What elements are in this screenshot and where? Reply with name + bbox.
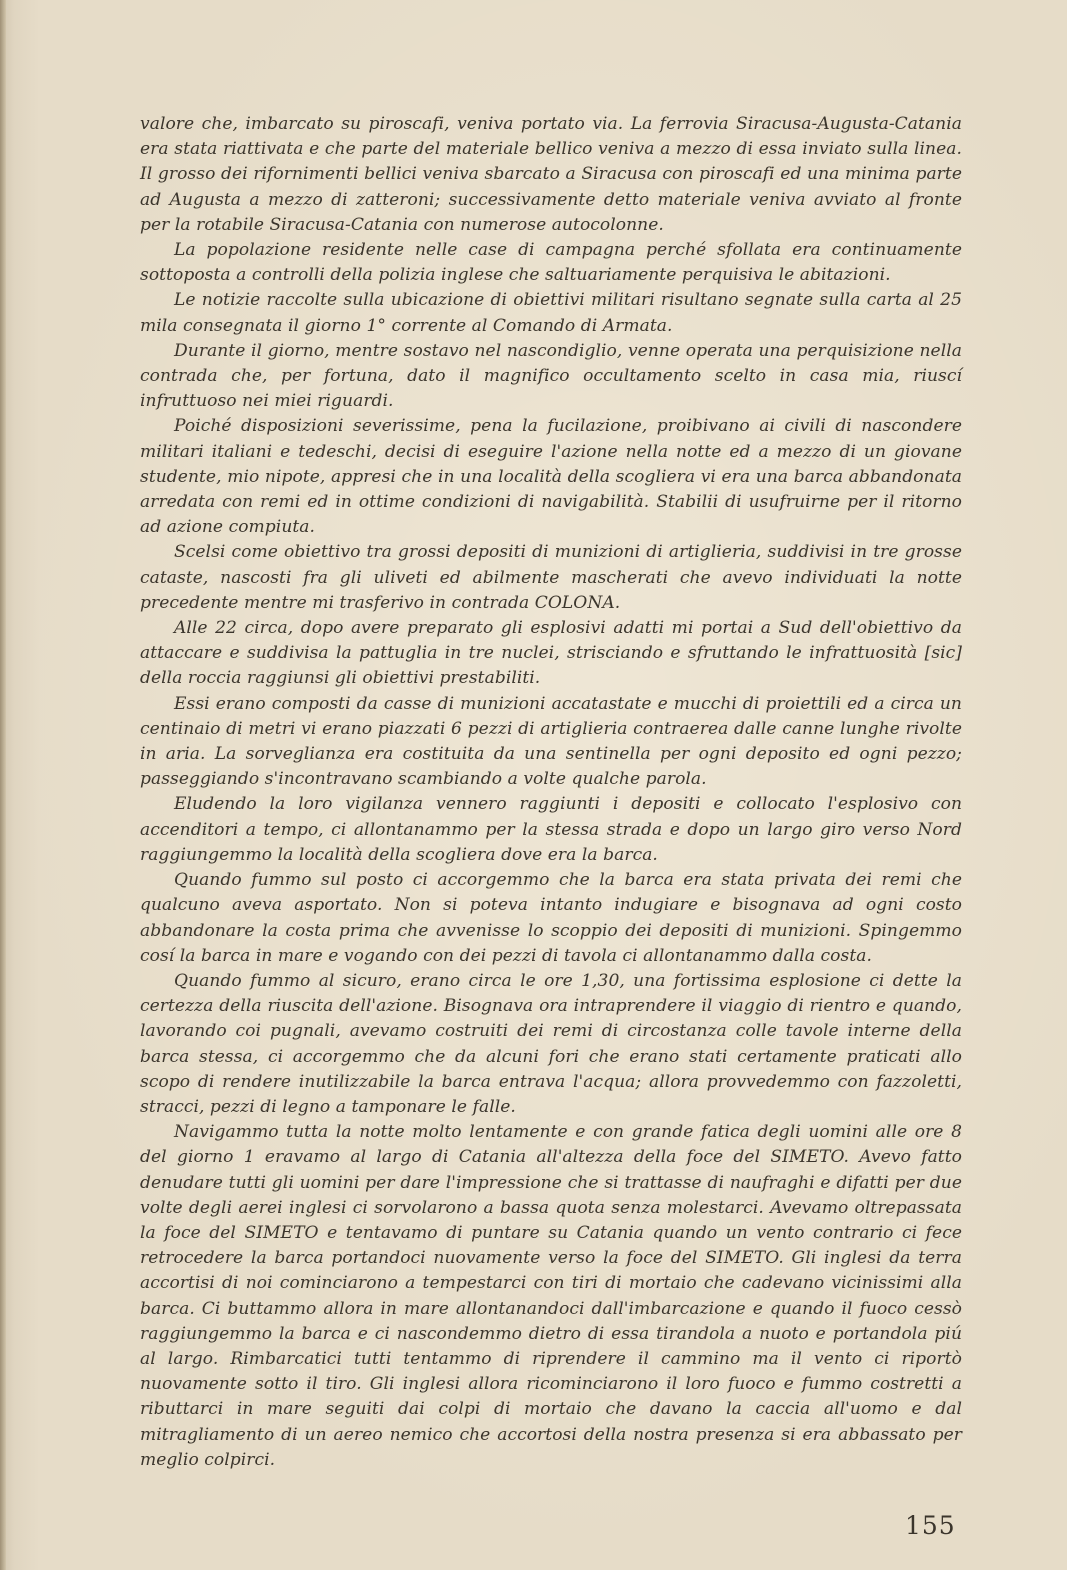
paragraph-3: Le notizie raccolte sulla ubicazione di obiettivi militari risultano segnate sulla carta al 25 mila consegnata il giorno 1° corrente al Comando di Armata. [140,290,962,336]
paragraph-2: La popolazione residente nelle case di campagna perché sfollata era continuamente sottoposta a controlli della polizia inglese che saltuariamente perquisiva le abitazioni. [140,240,962,286]
page-number: 155 [905,1511,956,1540]
body-text [140,112,962,1473]
paragraph-1: valore che, imbarcato su piroscafi, veniva portato via. La ferrovia Siracusa-Augusta-Catania era stata riattivata e che parte del materiale bellico veniva a mezzo di essa inviato sulla linea. Il grosso dei rifornimenti bellici veniva sbarcato a Siracusa con piroscafi ed una minima parte ad Augusta a mezzo di zatteroni; successivamente detto materiale veniva avviato al fronte per la rotabile Siracusa-Catania con numerose autocolonne. [140,114,962,235]
paragraph-9: Eludendo la loro vigilanza vennero raggiunti i depositi e collocato l'esplosivo con accenditori a tempo, ci allontanammo per la stessa strada e dopo un largo giro verso Nord raggiungemmo la località della scogliera dove era la barca. [140,794,962,865]
paragraph-4: Durante il giorno, mentre sostavo nel nascondiglio, venne operata una perquisizione nella contrada che, per fortuna, dato il magnifico occultamento scelto in casa mia, riuscí infruttuoso nei miei riguardi. [140,340,962,412]
paragraph-11: Quando fummo al sicuro, erano circa le ore 1,30, una fortissima esplosione ci dette la certezza della riuscita dell'azione. Bisognava ora intraprendere il viaggio di rientro e quando, lavorando coi pugnali, avevamo costruiti dei remi di circostanza colle tavole interne della barca stessa, ci accorgemmo che da alcuni fori che erano stati certamente praticati allo scopo di rendere inutilizzabile la barca entrava l'acqua; allora provvedemmo con fazzoletti, stracci, pezzi di legno a tamponare le falle. [140,970,962,1117]
page-gutter-edge [0,0,6,1570]
paragraph-5: Poiché disposizioni severissime, pena la fucilazione, proibivano ai civili di nascondere militari italiani e tedeschi, decisi di eseguire l'azione nella notte ed a mezzo di un giovane studente, mio nipote, appresi che in una località della scogliera vi era una barca abbandonata arredata con remi ed in ottime condizioni di navigabilità. Stabilii di usufruirne per il ritorno ad azione compiuta. [140,416,962,538]
paragraph-8: Essi erano composti da casse di munizioni accatastate e mucchi di proiettili ed a circa un centinaio di metri vi erano piazzati 6 pezzi di artiglieria contraerea dalle canne lunghe rivolte in aria. La sorveglianza era costituita da una sentinella per ogni deposito ed ogni pezzo; passeggiando s'incontravano scambiando a volte qualche parola. [140,693,962,790]
paragraph-10: Quando fummo sul posto ci accorgemmo che la barca era stata privata dei remi che qualcuno aveva asportato. Non si poteva intanto indugiare e bisognava ad ogni costo abbandonare la costa prima che avvenisse lo scoppio dei depositi di munizioni. Spingemmo cosí la barca in mare e vogando con dei pezzi di tavola ci allontanammo dalla costa. [140,870,962,966]
paragraph-7: Alle 22 circa, dopo avere preparato gli esplosivi adatti mi portai a Sud dell'obiettivo da attaccare e suddivisa la pattuglia in tre nuclei, strisciando e sfruttando le infrattuosità [sic] della roccia raggiunsi gli obiettivi prestabiliti. [140,618,962,689]
paragraph-12: Navigammo tutta la notte molto lentamente e con grande fatica degli uomini alle ore 8 del giorno 1 eravamo al largo di Catania all'altezza della foce del SIMETO. Avevo fatto denudare tutti gli uomini per dare l'impressione che si trattasse di naufraghi e difatti per due volte degli aerei inglesi ci sorvolarono a bassa quota senza molestarci. Avevamo oltrepassata la foce del SIMETO e tentavamo di puntare su Catania quando un vento contrario ci fece retrocedere la barca portandoci nuovamente verso la foce del SIMETO. Gli inglesi da terra accortisi di noi cominciarono a tempestarci con tiri di mortaio che cadevano vicinissimi alla barca. Ci buttammo allora in mare allontanandoci dall'imbarcazione e quando il fuoco cessò raggiungemmo la barca e ci nascondemmo dietro di essa tirandola a nuoto e portandola piú al largo. Rimbarcatici tutti tentammo di riprendere il cammino ma il vento ci riportò nuovamente sotto il tiro. Gli inglesi allora ricominciarono il loro fuoco e fummo costretti a ributtarci in mare seguiti dai colpi di mortaio che davano la caccia all'uomo e dal mitragliamento di un aereo nemico che accortosi della nostra presenza si era abbassato per meglio colpirci. [140,1122,962,1470]
paragraph-6: Scelsi come obiettivo tra grossi depositi di munizioni di artiglieria, suddivisi in tre grosse cataste, nascosti fra gli uliveti ed abilmente mascherati che avevo individuati la notte precedente mentre mi trasferivo in contrada COLONA. [140,542,962,613]
